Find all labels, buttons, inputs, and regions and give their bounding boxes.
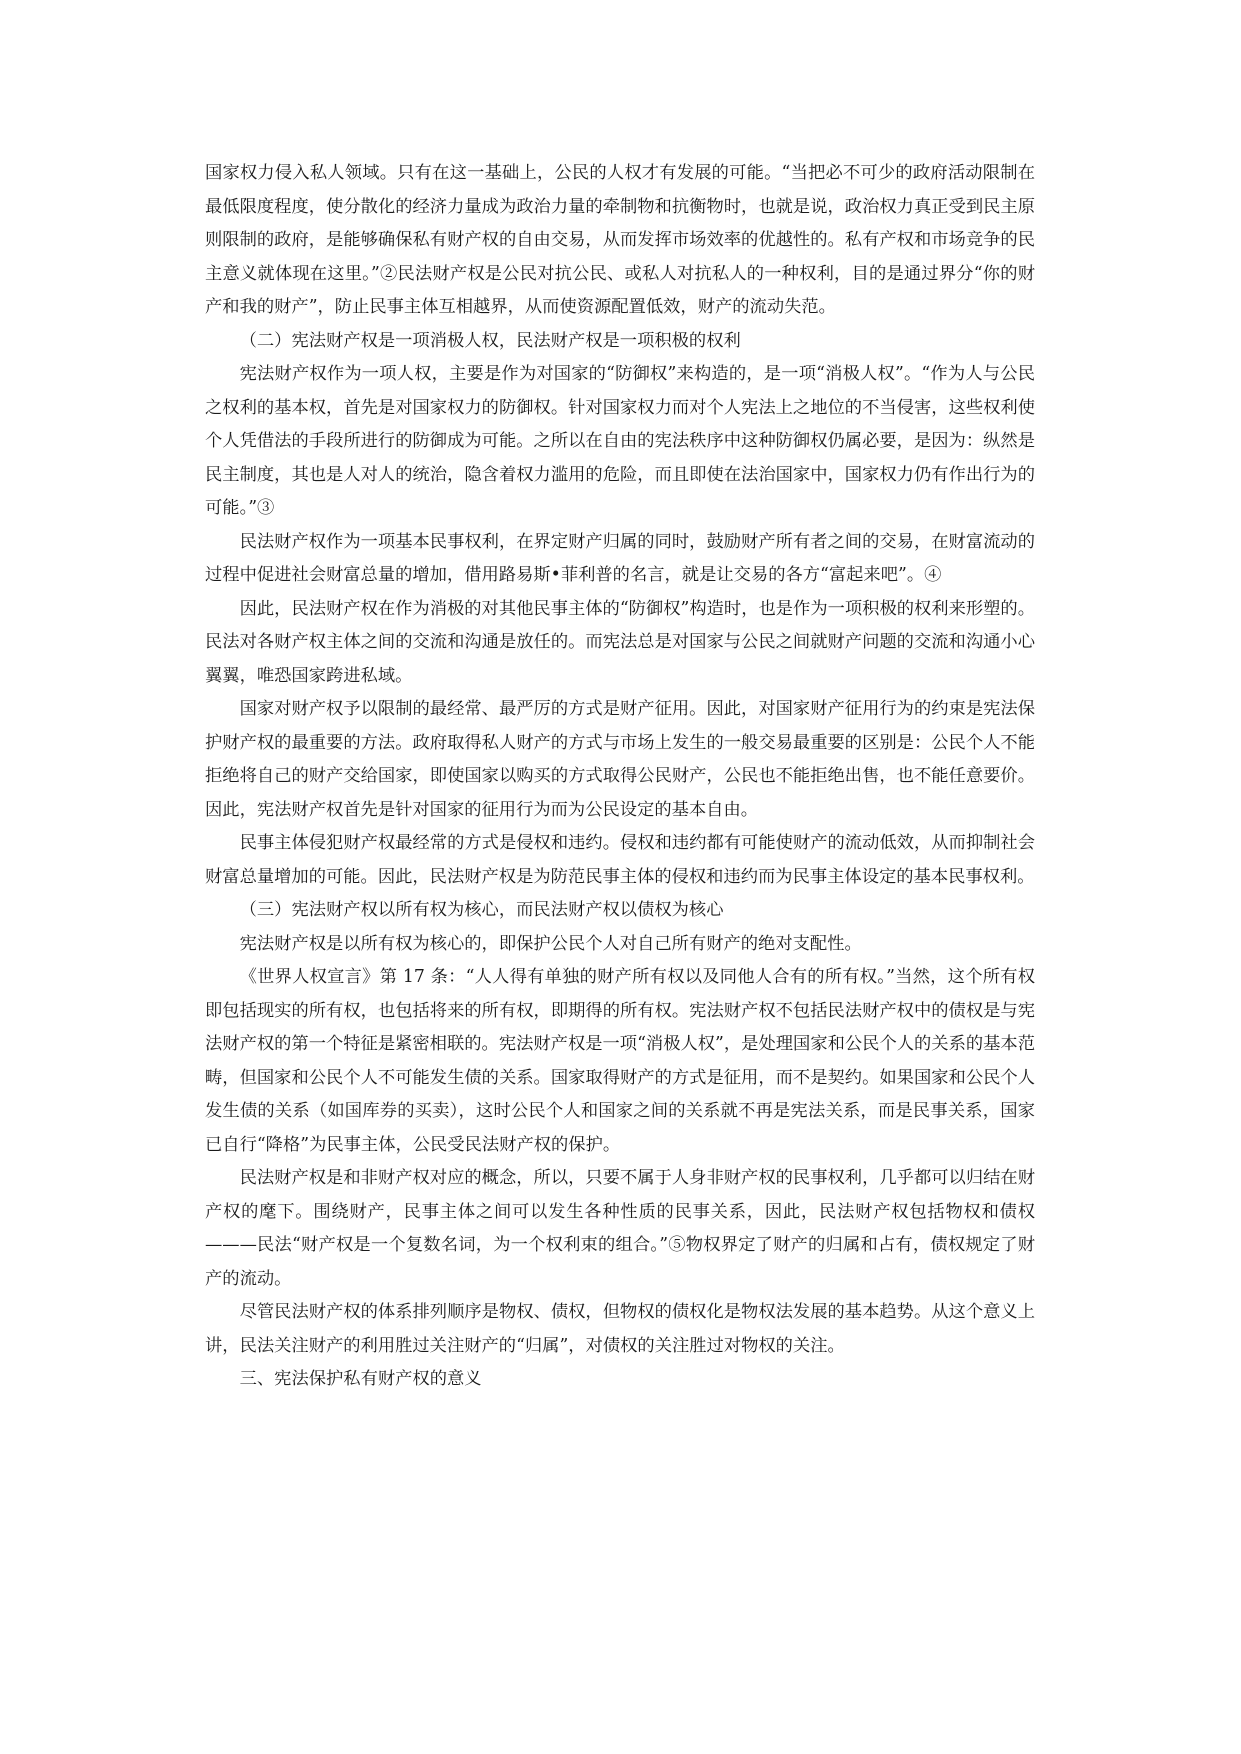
paragraph-4: 民法财产权作为一项基本民事权利，在界定财产归属的同时，鼓励财产所有者之间的交易，在财富流动的过程中促进社会财富总量的增加，借用路易斯•菲利普的名言，就是让交易的各方“富起来吧”。④	[205, 531, 1035, 585]
paragraph-11: 民法财产权是和非财产权对应的概念，所以，只要不属于人身非财产权的民事权利，几乎都可以归结在财产权的麾下。围绕财产，民事主体之间可以发生各种性质的民事关系，因此，民法财产权包括物权和债权———民法“财产权是一个复数名词，为一个权利束的组合。”⑤物权界定了财产的归属和占有，债权规定了财产的流动。	[205, 1168, 1035, 1289]
document-body	[205, 157, 1035, 1397]
paragraph-12: 尽管民法财产权的体系排列顺序是物权、债权，但物权的债权化是物权法发展的基本趋势。从这个意义上讲，民法关注财产的利用胜过关注财产的“归属”，对债权的关注胜过对物权的关注。	[205, 1302, 1035, 1356]
section-heading-2: （二）宪法财产权是一项消极人权，民法财产权是一项积极的权利	[239, 330, 741, 351]
paragraph-10: 《世界人权宣言》第 17 条：“人人得有单独的财产所有权以及同他人合有的所有权。”当然，这个所有权即包括现实的所有权，也包括将来的所有权，即期得的所有权。宪法财产权不包括民法财产权中的债权是与宪法财产权的第一个特征是紧密相联的。宪法财产权是一项“消极人权”，是处理国家和公民个人的关系的基本范畴，但国家和公民个人不可能发生债的关系。国家取得财产的方式是征用，而不是契约。如果国家和公民个人发生债的关系（如国库券的买卖），这时公民个人和国家之间的关系就不再是宪法关系，而是民事关系，国家已自行“降格”为民事主体，公民受民法财产权的保护。	[205, 967, 1035, 1155]
paragraph-3: 宪法财产权作为一项人权，主要是作为对国家的“防御权”来构造的，是一项“消极人权”。“作为人与公民之权利的基本权，首先是对国家权力的防御权。针对国家权力而对个人宪法上之地位的不当侵害，这些权利使个人凭借法的手段所进行的防御成为可能。之所以在自由的宪法秩序中这种防御权仍属必要，是因为：纵然是民主制度，其也是人对人的统治，隐含着权力滥用的危险，而且即使在法治国家中，国家权力仍有作出行为的可能。”③	[205, 364, 1035, 518]
section-heading-three: 三、宪法保护私有财产权的意义	[239, 1369, 482, 1389]
paragraph-1: 国家权力侵入私人领域。只有在这一基础上，公民的人权才有发展的可能。“当把必不可少的政府活动限制在最低限度程度，使分散化的经济力量成为政治力量的牵制物和抗衡物时，也就是说，政治权力真正受到民主原则限制的政府，是能够确保私有财产权的自由交易，从而发挥市场效率的优越性的。私有产权和市场竞争的民主意义就体现在这里。”②民法财产权是公民对抗公民、或私人对抗私人的一种权利，目的是通过界分“你的财产和我的财产”，防止民事主体互相越界，从而使资源配置低效，财产的流动失范。	[205, 163, 1035, 317]
paragraph-6: 国家对财产权予以限制的最经常、最严厉的方式是财产征用。因此，对国家财产征用行为的约束是宪法保护财产权的最重要的方法。政府取得私人财产的方式与市场上发生的一般交易最重要的区别是：公民个人不能拒绝将自己的财产交给国家，即使国家以购买的方式取得公民财产，公民也不能拒绝出售，也不能任意要价。因此，宪法财产权首先是针对国家的征用行为而为公民设定的基本自由。	[205, 699, 1035, 820]
paragraph-9: 宪法财产权是以所有权为核心的，即保护公民个人对自己所有财产的绝对支配性。	[239, 933, 862, 954]
paragraph-7: 民事主体侵犯财产权最经常的方式是侵权和违约。侵权和违约都有可能使财产的流动低效，从而抑制社会财富总量增加的可能。因此，民法财产权是为防范民事主体的侵权和违约而为民事主体设定的基本民事权利。	[205, 833, 1035, 887]
section-heading-3: （三）宪法财产权以所有权为核心，而民法财产权以债权为核心	[239, 900, 724, 920]
paragraph-5: 因此，民法财产权在作为消极的对其他民事主体的“防御权”构造时，也是作为一项积极的权利来形塑的。民法对各财产权主体之间的交流和沟通是放任的。而宪法总是对国家与公民之间就财产问题的交流和沟通小心翼翼，唯恐国家跨进私域。	[205, 598, 1035, 686]
